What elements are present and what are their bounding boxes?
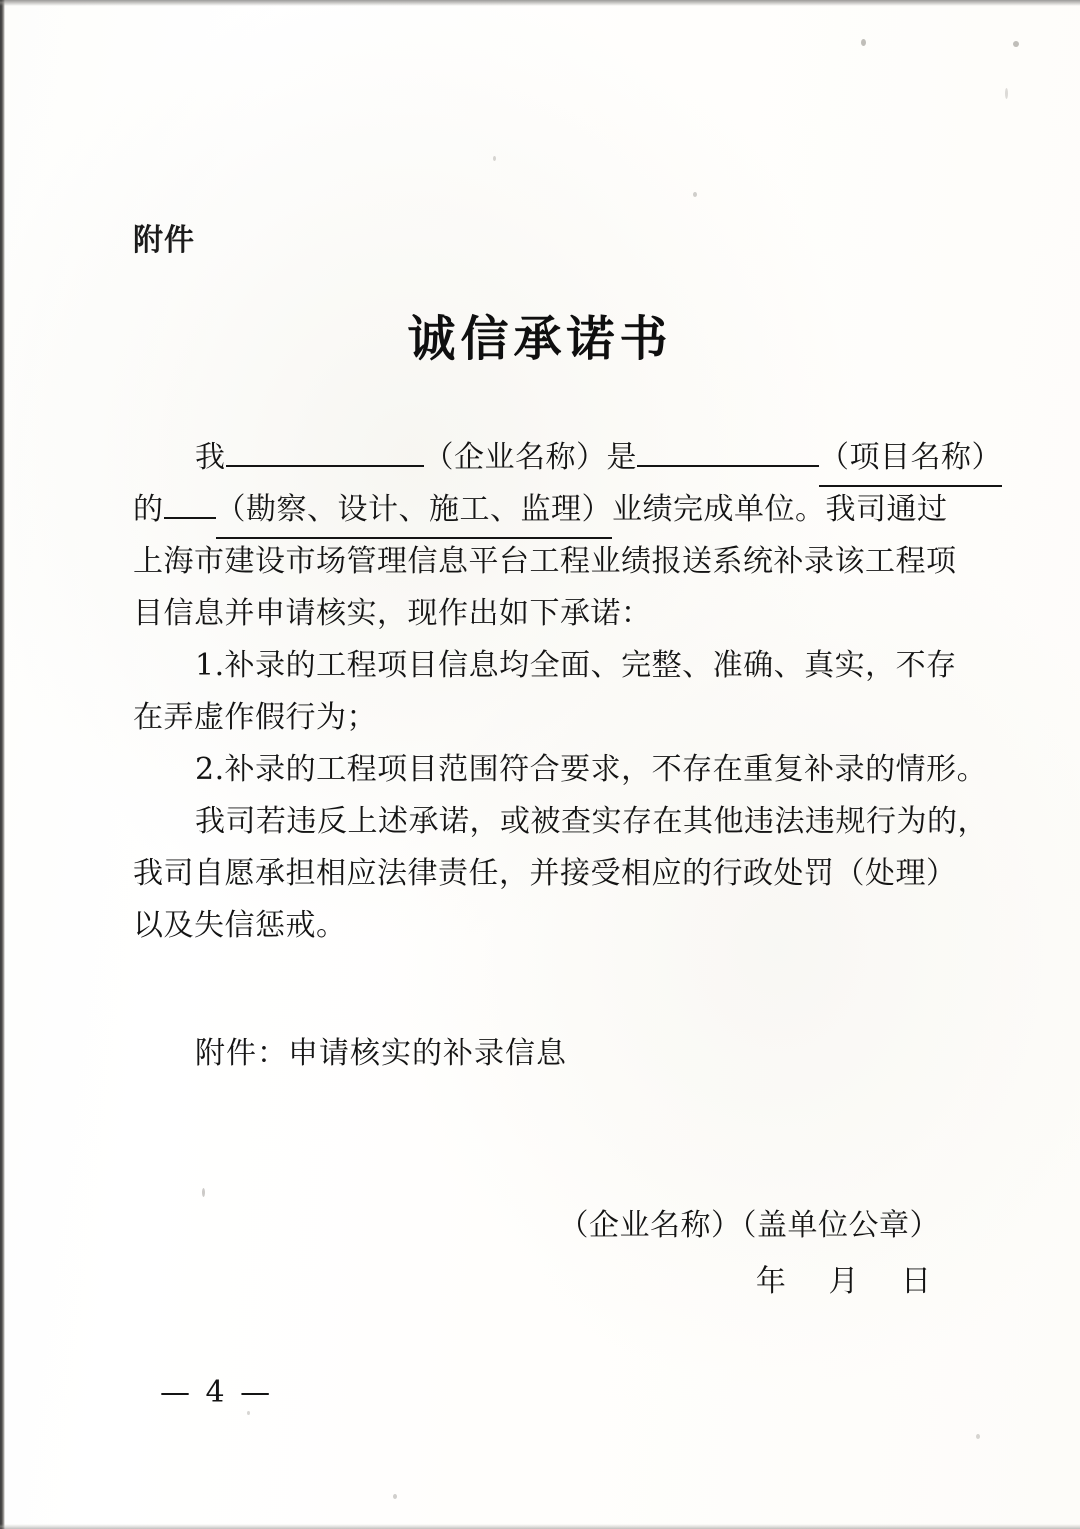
body-line-2 (133, 484, 948, 536)
line1-segment-a: 我 (195, 440, 226, 475)
attachment-list: 附件：申请核实的补录信息 (195, 1036, 567, 1071)
page-title: 诚信承诺书 (407, 311, 673, 367)
closing-line-3: 以及失信惩戒。 (133, 908, 347, 943)
commitment-item-1-line-1: 1.补录的工程项目信息均全面、完整、准确、真实，不存 (195, 648, 957, 683)
signature-block (559, 1198, 941, 1310)
closing-line-1: 我司若违反上述承诺，或被查实存在其他违法违规行为的， (195, 804, 988, 839)
page-number: — 4 — (160, 1375, 274, 1410)
line1-segment-b: （企业名称）是 (423, 440, 637, 475)
project-name-blank[interactable] (637, 465, 819, 467)
line1-segment-c: （项目名称） (819, 432, 1002, 487)
line2-segment-c: 业绩完成单位。我司通过 (612, 492, 948, 527)
body-text (133, 432, 1002, 952)
commitment-item-2-line-1: 2.补录的工程项目范围符合要求，不存在重复补录的情形。 (195, 752, 988, 787)
body-line-4: 目信息并申请核实，现作出如下承诺： (133, 596, 652, 631)
line2-segment-b: （勘察、设计、施工、监理） (216, 484, 613, 539)
discipline-blank[interactable] (164, 517, 216, 519)
line2-segment-a: 的 (133, 492, 164, 527)
body-line-1 (133, 432, 1002, 484)
closing-line-2: 我司自愿承担相应法律责任，并接受相应的行政处罚（处理） (133, 856, 957, 891)
company-name-blank[interactable] (226, 465, 424, 467)
line-indent (133, 440, 195, 475)
attachment-label: 附件 (133, 223, 195, 258)
signature-company-seal-line: （企业名称）（盖单位公章） (558, 1208, 940, 1243)
body-line-3: 上海市建设市场管理信息平台工程业绩报送系统补录该工程项 (133, 544, 957, 579)
commitment-item-1-line-2: 在弄虚作假行为； (133, 700, 377, 735)
signature-date-line: 年 月 日 (755, 1264, 932, 1299)
